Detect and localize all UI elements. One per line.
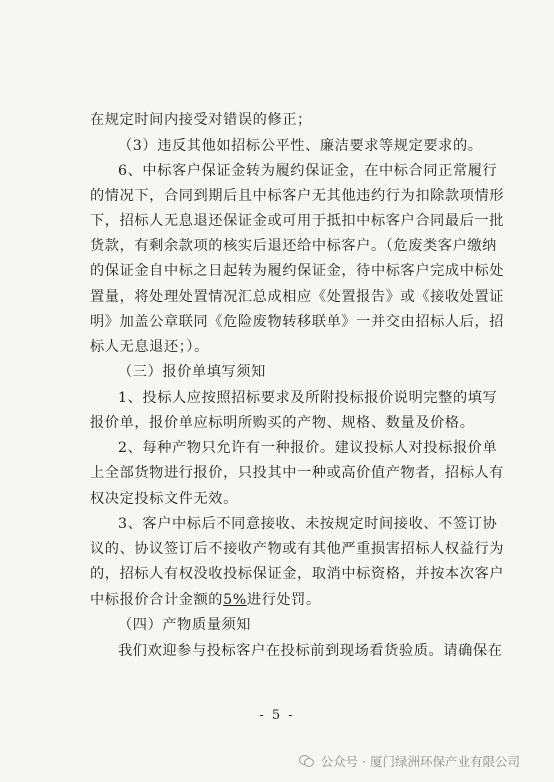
text-fragment: 中标报价合计金额的 xyxy=(90,592,224,608)
text-line: （3）违反其他如招标公平性、廉洁要求等规定要求的。 xyxy=(118,138,483,154)
section-heading: （四）产物质量须知 xyxy=(118,617,252,633)
text-line: 置量，将处理处置情况汇总成相应《处置报告》或《接收处置证 xyxy=(90,289,505,305)
text-line: 的保证金自中标之日起转为履约保证金，待中标客户完成中标处 xyxy=(90,263,505,279)
text-line: 的情况下，合同到期后且中标客户无其他违约行为扣除款项情形 xyxy=(90,188,505,204)
text-line: 议的、协议签订后不接收产物或有其他严重损害招标人权益行为 xyxy=(90,541,505,557)
text-line: 的，招标人有权没收投标保证金，取消中标资格，并按本次客户 xyxy=(90,566,505,582)
text-line: 下，招标人无息退还保证金或可用于抵扣中标客户合同最后一批 xyxy=(90,213,505,229)
text-line: 2、每种产物只允许有一种报价。建议投标人对投标报价单 xyxy=(118,440,498,456)
watermark xyxy=(299,752,520,770)
text-line: 6、中标客户保证金转为履约保证金，在中标合同正常履行 xyxy=(118,163,498,179)
text-line: 在规定时间内接受对错误的修正； xyxy=(90,112,312,128)
text-line: 1、投标人应按照招标要求及所附投标报价说明完整的填写 xyxy=(118,390,498,406)
text-line: 3、客户中标后不同意接收、未按规定时间接收、不签订协 xyxy=(118,516,498,532)
text-line: 货款，有剩余款项的核实后退还给中标客户。（危废类客户缴纳 xyxy=(90,238,497,254)
text-line: 权决定投标文件无效。 xyxy=(90,491,238,507)
text-line: 明》加盖公章联同《危险废物转移联单》一并交由招标人后，招 xyxy=(90,314,505,330)
text-line: 标人无息退还；）。 xyxy=(90,339,209,355)
text-fragment: 进行处罚。 xyxy=(246,592,321,608)
text-line: 报价单，报价单应标明所购买的产物、规格、数量及价格。 xyxy=(90,415,475,431)
section-heading: （三）报价单填写须知 xyxy=(118,364,266,380)
text-line: 上全部货物进行报价，只投其中一种或高价值产物者，招标人有 xyxy=(90,465,505,481)
watermark-text: 公众号 · 厦门绿洲环保产业有限公司 xyxy=(320,754,520,769)
text-line xyxy=(90,591,321,609)
text-line: 我们欢迎参与投标客户在投标前到现场看货验质。请确保在 xyxy=(118,643,503,659)
percentage-value: 5% xyxy=(223,592,247,608)
page-number: - 5 - xyxy=(259,708,295,723)
wechat-icon xyxy=(299,754,315,768)
